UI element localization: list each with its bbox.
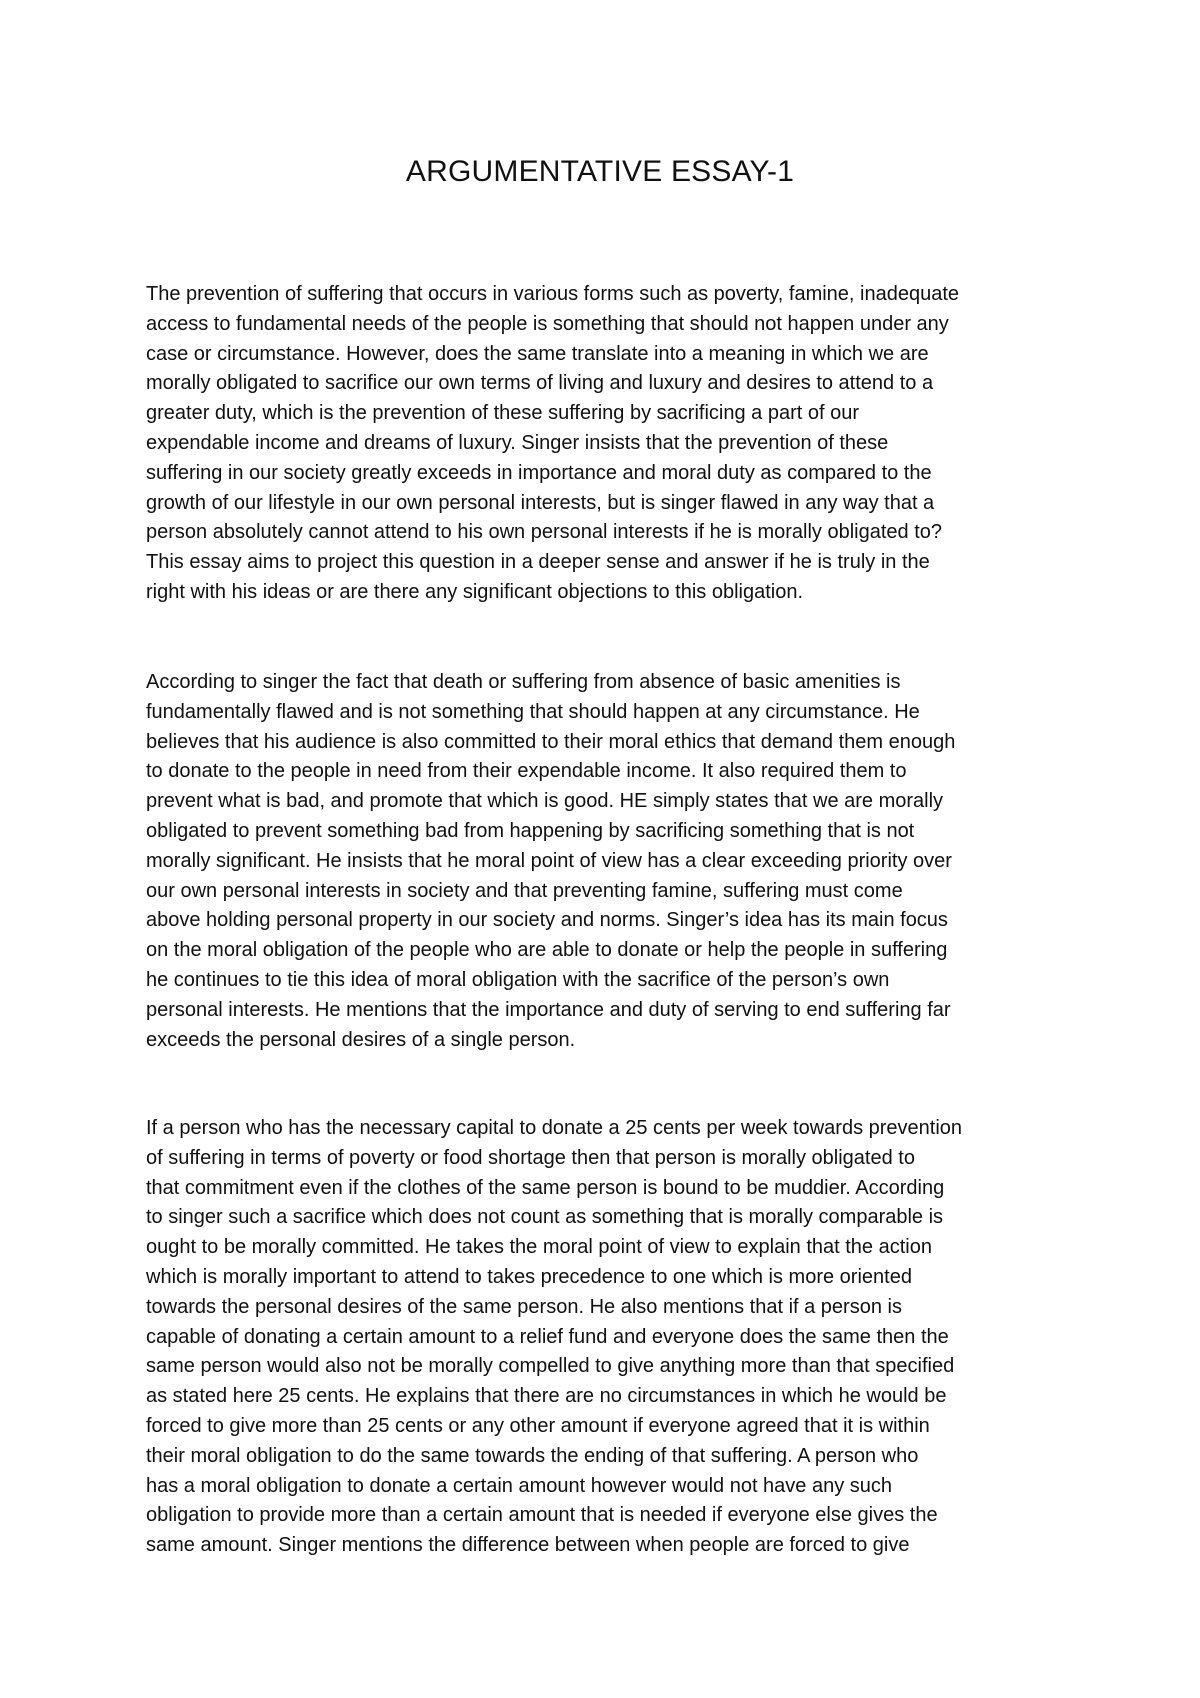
paragraph-1-line: case or circumstance. However, does the same translate into a meaning in which we are (146, 342, 929, 365)
paragraph-3-line: to singer such a sacrifice which does not count as something that is morally comparable is (146, 1206, 944, 1229)
essay-title: ARGUMENTATIVE ESSAY-1 (405, 155, 795, 188)
paragraph-2-line: our own personal interests in society and that preventing famine, suffering must come (146, 879, 903, 902)
paragraph-2-line: on the moral obligation of the people who are able to donate or help the people in suffering (146, 939, 948, 962)
paragraph-3-line: capable of donating a certain amount to a relief fund and everyone does the same then the (146, 1325, 949, 1348)
paragraph-3-line: If a person who has the necessary capital to donate a 25 cents per week towards prevention (146, 1117, 963, 1139)
paragraph-2-line: exceeds the personal desires of a single person. (146, 1028, 576, 1051)
paragraph-3-line: of suffering in terms of poverty or food shortage then that person is morally obligated to (146, 1146, 915, 1169)
paragraph-1-line: This essay aims to project this question in a deeper sense and answer if he is truly in the (146, 551, 930, 574)
paragraph-3-line: that commitment even if the clothes of the same person is bound to be muddier. According (146, 1176, 945, 1199)
paragraph-2-line: he continues to tie this idea of moral obligation with the sacrifice of the person’s own (146, 968, 890, 991)
paragraph-2-line: personal interests. He mentions that the importance and duty of serving to end suffering far (146, 998, 951, 1021)
paragraph-3-line: forced to give more than 25 cents or any other amount if everyone agreed that it is within (146, 1414, 930, 1437)
paragraph-1-line: access to fundamental needs of the people is something that should not happen under any (146, 312, 949, 335)
paragraph-2-line: morally significant. He insists that he moral point of view has a clear exceeding priority over (146, 849, 952, 872)
paragraph-3-line: same amount. Singer mentions the difference between when people are forced to give (146, 1534, 910, 1557)
paragraph-2-line: prevent what is bad, and promote that which is good. HE simply states that we are morally (146, 790, 944, 813)
paragraph-1-line: expendable income and dreams of luxury. Singer insists that the prevention of these (146, 431, 889, 454)
paragraph-3-line: as stated here 25 cents. He explains that there are no circumstances in which he would be (146, 1385, 947, 1408)
paragraph-2-line: obligated to prevent something bad from happening by sacrificing something that is not (146, 819, 915, 842)
paragraph-1-line: The prevention of suffering that occurs in various forms such as poverty, famine, inadequate (146, 283, 960, 305)
paragraph-2 (146, 668, 1076, 1055)
paragraph-3-line: has a moral obligation to donate a certain amount however would not have any such (146, 1474, 893, 1497)
paragraph-2-line: believes that his audience is also committed to their moral ethics that demand them enough (146, 730, 956, 753)
paragraph-1 (146, 280, 1076, 608)
paragraph-3-line: same person would also not be morally compelled to give anything more than that specified (146, 1355, 955, 1378)
paragraph-1-line: right with his ideas or are there any significant objections to this obligation. (146, 580, 804, 603)
paragraph-1-line: growth of our lifestyle in our own personal interests, but is singer flawed in any way that a (146, 491, 935, 514)
paragraph-1-line: person absolutely cannot attend to his own personal interests if he is morally obligated to? (146, 521, 943, 544)
paragraph-2-line: According to singer the fact that death or suffering from absence of basic amenities is (146, 671, 901, 693)
paragraph-3-line: their moral obligation to do the same towards the ending of that suffering. A person who (146, 1444, 919, 1467)
paragraph-3-line: ought to be morally committed. He takes the moral point of view to explain that the action (146, 1236, 932, 1259)
paragraph-1-line: morally obligated to sacrifice our own terms of living and luxury and desires to attend to a (146, 372, 934, 395)
paragraph-3-line: towards the personal desires of the same person. He also mentions that if a person is (146, 1295, 902, 1318)
paragraph-1-line: suffering in our society greatly exceeds in importance and moral duty as compared to the (146, 461, 932, 484)
paragraph-2-line: above holding personal property in our society and norms. Singer’s idea has its main focus (146, 909, 948, 932)
paragraph-3 (146, 1114, 1076, 1561)
paragraph-2-line: fundamentally flawed and is not something that should happen at any circumstance. He (146, 700, 920, 723)
paragraph-3-line: which is morally important to attend to takes precedence to one which is more oriented (146, 1265, 912, 1288)
paragraph-3-line: obligation to provide more than a certain amount that is needed if everyone else gives the (146, 1504, 938, 1527)
paragraph-2-line: to donate to the people in need from their expendable income. It also required them to (146, 760, 907, 783)
paragraph-1-line: greater duty, which is the prevention of these suffering by sacrificing a part of our (146, 402, 859, 425)
